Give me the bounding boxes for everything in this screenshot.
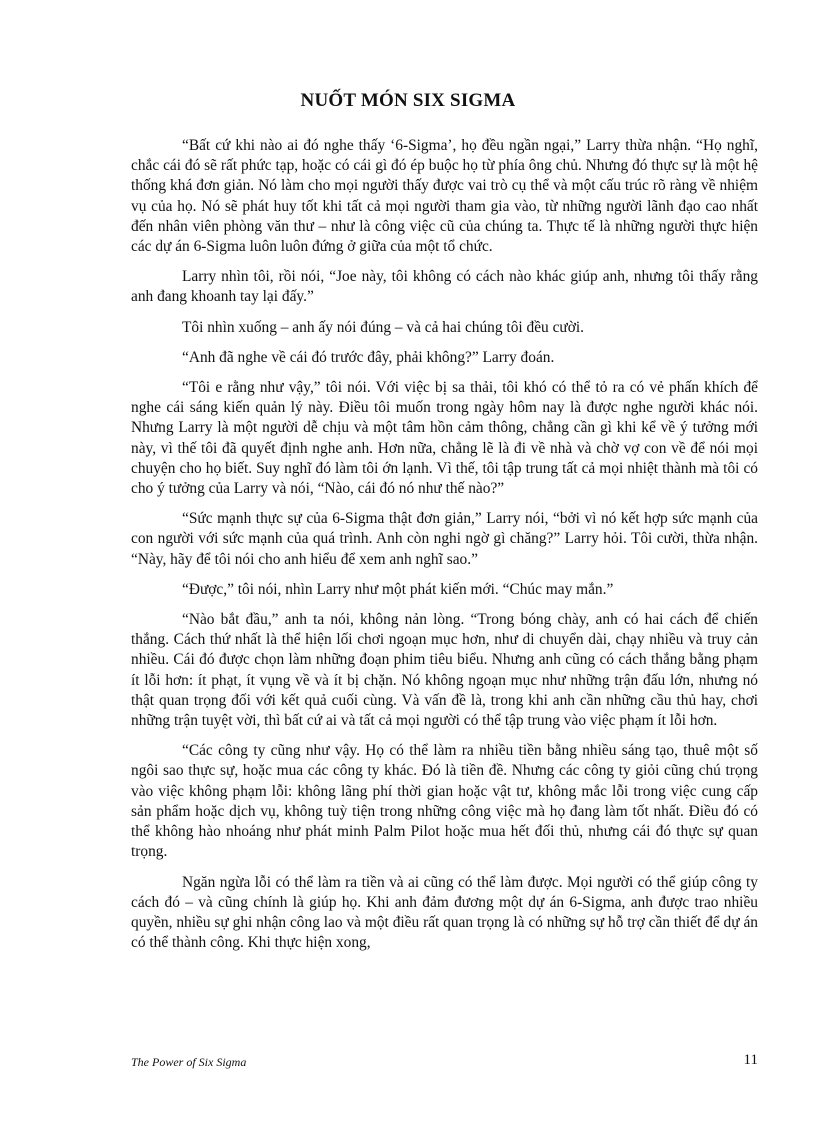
page-footer (131, 1052, 758, 1072)
footer-book-title: The Power of Six Sigma (131, 1055, 247, 1069)
paragraph: “Bất cứ khi nào ai đó nghe thấy ‘6-Sigma’, họ đều ngần ngại,” Larry thừa nhận. “Họ nghĩ, chắc cái đó sẽ rất phức tạp, hoặc có cái gì đó ép buộc họ từ phía ông chủ. Nhưng đó thực sự là một hệ thống khá đơn giản. Nó làm cho mọi người thấy được vai trò cụ thể và một cấu trúc rõ ràng về nhiệm vụ của họ. Nó sẽ phát huy tốt khi tất cả mọi người tham gia vào, từ những người lãnh đạo cao nhất đến nhân viên phòng văn thư – như là công việc cũ của chúng ta. Thực tế là những người thực hiện các dự án 6-Sigma luôn luôn đứng ở giữa của một tổ chức. (131, 137, 758, 256)
paragraph: “Tôi e rằng như vậy,” tôi nói. Với việc bị sa thải, tôi khó có thể tỏ ra có vẻ phấn khích để nghe cái sáng kiến quản lý này. Điều tôi muốn trong ngày hôm nay là được nghe người khác nói. Nhưng Larry là một người dễ chịu và một tâm hồn cảm thông, chẳng cần gì khi kể về ý tưởng mới này, vì thế tôi đã quyết định nghe anh. Hơn nữa, chẳng lẽ là đi về nhà và chờ vợ con về để nói mọi chuyện cho họ biết. Suy nghĩ đó làm tôi ớn lạnh. Vì thế, tôi tập trung tất cả mọi nhiệt thành mà tôi có cho ý tưởng của Larry và nói, “Nào, cái đó nó như thế nào?” (131, 379, 758, 498)
paragraph: “Anh đã nghe về cái đó trước đây, phải không?” Larry đoán. (182, 348, 555, 366)
page-number: 11 (743, 1052, 758, 1068)
paragraph: “Được,” tôi nói, nhìn Larry như một phát kiến mới. “Chúc may mắn.” (182, 580, 614, 598)
paragraph: Larry nhìn tôi, rồi nói, “Joe này, tôi không có cách nào khác giúp anh, nhưng tôi thấy rằng anh đang khoanh tay lại đấy.” (131, 268, 758, 306)
paragraph: Ngăn ngừa lỗi có thể làm ra tiền và ai cũng có thể làm được. Mọi người có thể giúp công ty cách đó – và cũng chính là giúp họ. Khi anh đảm đương một dự án 6-Sigma, anh được trao nhiều quyền, nhiều sự ghi nhận công lao và một điều rất quan trọng là có những sự hỗ trợ cần thiết để dự án có thể thành công. Khi thực hiện xong, (131, 873, 758, 952)
paragraph: “Nào bắt đầu,” anh ta nói, không nản lòng. “Trong bóng chày, anh có hai cách để chiến thắng. Cách thứ nhất là thể hiện lối chơi ngoạn mục hơn, như di chuyển dài, chạy nhiều và truy cản nhiều. Cái đó được chọn làm những đoạn phim tiêu biểu. Nhưng anh cũng có cách thắng bằng phạm ít lỗi hơn: ít phạt, ít vụng về và ít bị chặn. Nó không ngoạn mục như những trận đấu lớn, nhưng nó thật quan trọng đối với kết quả cuối cùng. Và vấn đề là, trong khi anh cần những cầu thủ hay, chơi những trận tuyệt vời, thì bất cứ ai và tất cả mọi người có thể tập trung vào việc phạm ít lỗi hơn. (131, 611, 758, 730)
paragraph: “Sức mạnh thực sự của 6-Sigma thật đơn giản,” Larry nói, “bởi vì nó kết hợp sức mạnh của con người với sức mạnh của quá trình. Anh còn nghi ngờ gì chăng?” Larry hỏi. Tôi cười, thừa nhận. “Này, hãy để tôi nói cho anh hiểu để xem anh nghĩ sao.” (131, 510, 758, 568)
body-text (131, 136, 758, 963)
paragraph: “Các công ty cũng như vậy. Họ có thể làm ra nhiều tiền bằng nhiều sáng tạo, thuê một số ngôi sao thực sự, hoặc mua các công ty khác. Đó là tiền đề. Nhưng các công ty giỏi cũng chú trọng vào việc không phạm lỗi: không lãng phí thời gian hoặc vật tư, không mắc lỗi trong việc cung cấp sản phẩm hoặc dịch vụ, không tuỳ tiện trong những công việc mà họ đang làm tốt nhất. Điều đó có thể không hào nhoáng như phát minh Palm Pilot hoặc mua hết đối thủ, nhưng cái đó thực sự quan trọng. (131, 742, 758, 861)
page-title: NUỐT MÓN SIX SIGMA (300, 90, 516, 111)
paragraph: Tôi nhìn xuống – anh ấy nói đúng – và cả hai chúng tôi đều cười. (182, 318, 585, 336)
